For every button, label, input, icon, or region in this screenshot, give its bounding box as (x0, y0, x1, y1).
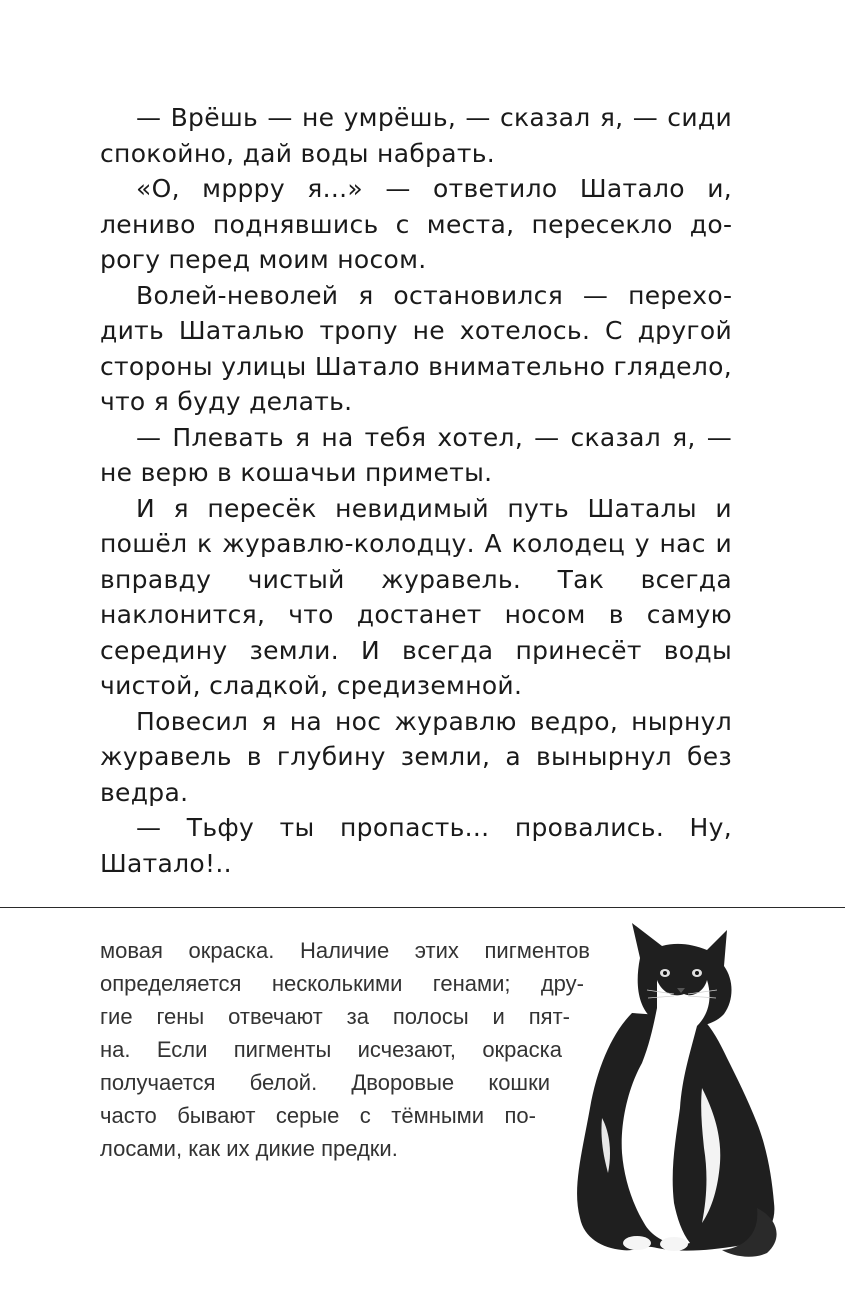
sidebar-line: гие гены отвечают за полосы и пят- (100, 1004, 570, 1029)
paragraph: Повесил я на нос журавлю ведро, нырнул журавель в глубину земли, а вынырнул без ведра. (100, 706, 732, 807)
sidebar-line: на. Если пигменты исчезают, окраска (100, 1037, 562, 1062)
paragraph: — Врёшь — не умрёшь, — сказал я, — сиди спокойно, дай воды набрать. (100, 103, 732, 168)
cat-illustration-icon (562, 918, 787, 1263)
story-text (100, 100, 732, 881)
paragraph: — Плевать я на тебя хотел, — сказал я, — не верю в кошачьи приметы. (100, 422, 732, 487)
paragraph: — Тьфу ты пропасть... провались. Ну, Шатало!.. (100, 813, 732, 878)
section-divider (0, 907, 845, 908)
sidebar-line: часто бывают серые с тёмными по- (100, 1103, 536, 1128)
sidebar-line: получается белой. Дворовые кошки (100, 1070, 550, 1095)
paragraph: «О, мррру я...» — ответило Шатало и, лениво поднявшись с места, пересекло дорогу перед моим носом. (100, 174, 732, 274)
paragraph: Волей-неволей я остановился — переходить Шаталью тропу не хотелось. С другой стороны улицы Шатало внимательно глядело, что я буду делать. (100, 280, 732, 416)
paragraph: И я пересёк невидимый путь Шаталы и пошёл к журавлю-колодцу. А колодец у нас и вправду чистый журавель. Так всегда наклонится, что достанет носом в самую середину земли. И всегда принесёт воды чистой, сладкой, средиземной. (100, 493, 732, 700)
sidebar-line: лосами, как их дикие предки. (100, 1136, 398, 1161)
sidebar-line: определяется несколькими генами; дру- (100, 971, 584, 996)
info-sidebar (100, 934, 590, 1165)
sidebar-line: мовая окраска. Наличие этих пигментов (100, 938, 590, 963)
